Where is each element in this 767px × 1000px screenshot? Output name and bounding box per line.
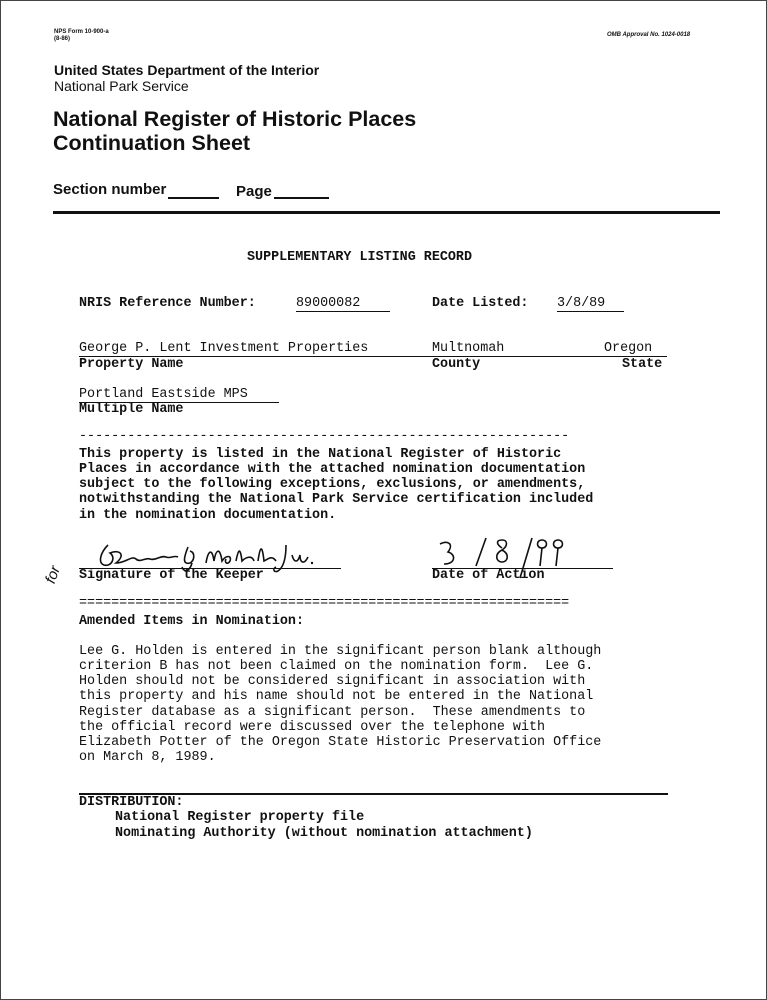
page-label: Page [236,183,272,200]
statement-line-2: Places in accordance with the attached nomination documentation [79,462,586,477]
dash-rule: ------------------------------------------------------------- [79,429,570,444]
multiple-name-value: Portland Eastside MPS [79,387,248,402]
page-title: National Register of Historic Places [53,107,417,131]
signature-for-note: for [42,563,64,586]
nris-label: NRIS Reference Number: [79,296,256,311]
state-value: Oregon [604,341,653,356]
amended-line-5: Register database as a significant person. These amendments to [79,705,586,720]
amended-line-6: the official record were discussed over the telephone with [79,720,546,735]
date-of-action-label: Date of Action [432,568,545,583]
record-heading: SUPPLEMENTARY LISTING RECORD [247,250,472,265]
statement-line-4: notwithstanding the National Park Service certification included [79,492,594,507]
service-name: National Park Service [54,78,189,94]
date-listed-label: Date Listed: [432,296,529,311]
form-number: NPS Form 10-900-a [54,29,109,35]
amended-line-1: Lee G. Holden is entered in the significant person blank although [79,644,602,659]
multiple-name-label: Multiple Name [79,402,184,417]
form-date: (8-86) [54,36,71,42]
section-number-label: Section number [53,181,167,198]
equals-rule: ============================================================= [79,596,570,611]
amended-line-3: Holden should not be considered significant in association with [79,674,586,689]
amended-line-2: criterion B has not been claimed on the nomination form. Lee G. [79,659,594,674]
distribution-item: Nominating Authority (without nomination attachment) [115,826,533,841]
amended-heading: Amended Items in Nomination: [79,614,304,629]
page-blank [274,197,329,199]
signature-label: Signature of the Keeper [79,568,264,583]
property-name-label: Property Name [79,357,184,372]
section-number-blank [168,197,219,199]
distribution-label: DISTRIBUTION: [79,795,184,810]
amended-line-7: Elizabeth Potter of the Oregon State Historic Preservation Office [79,735,602,750]
date-listed-value: 3/8/89 [557,296,624,312]
nris-value: 89000082 [296,296,390,312]
statement-line-3: subject to the following exceptions, exclusions, or amendments, [79,477,586,492]
property-name-value: George P. Lent Investment Properties [79,341,369,356]
amended-line-8: on March 8, 1989. [79,750,216,765]
statement-line-5: in the nomination documentation. [79,508,337,523]
header-rule [53,211,720,214]
page-subtitle: Continuation Sheet [53,131,251,155]
omb-approval: OMB Approval No. 1024-0018 [607,32,691,38]
county-label: County [432,357,481,372]
amended-line-4: this property and his name should not be entered in the National [79,689,594,704]
department-name: United States Department of the Interior [54,62,320,78]
distribution-item: National Register property file [115,810,365,825]
statement-line-1: This property is listed in the National Register of Historic [79,447,562,462]
county-value: Multnomah [432,341,505,356]
state-label: State [622,357,663,372]
